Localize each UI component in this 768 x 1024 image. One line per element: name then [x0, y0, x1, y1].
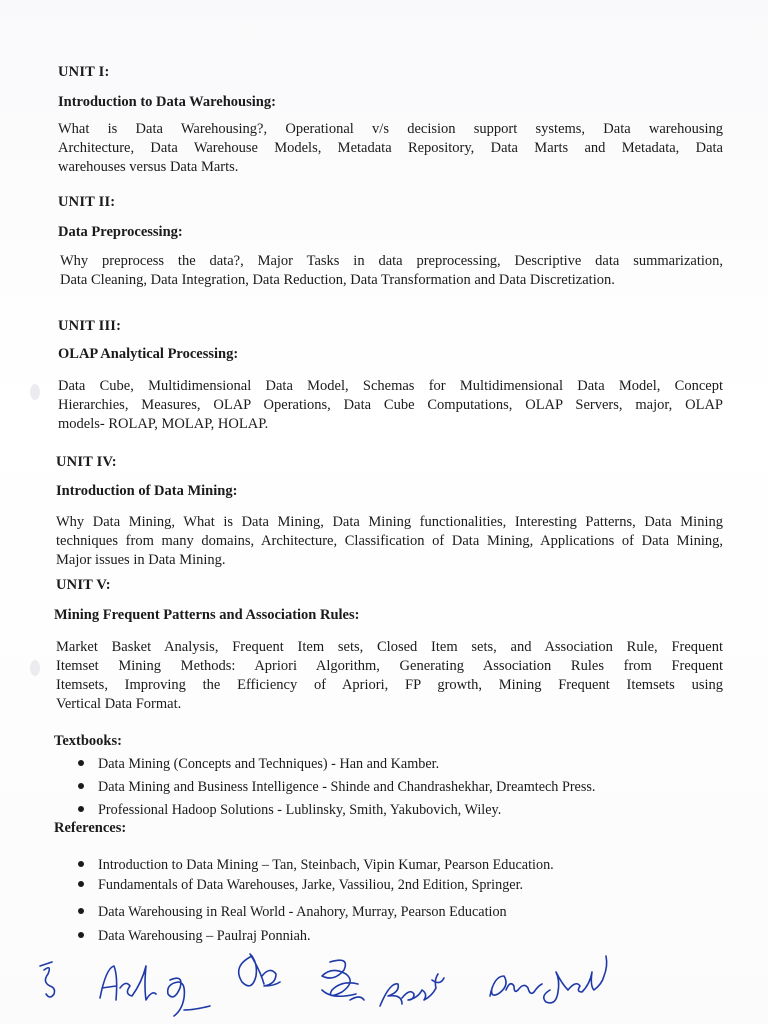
unit-3-line: Hierarchies, Measures, OLAP Operations, Data Cube Computations, OLAP Servers, major, OLAP	[58, 397, 723, 413]
unit-2-line: Data Cleaning, Data Integration, Data Reduction, Data Transformation and Data Discretization.	[60, 272, 615, 288]
unit-5-line: Itemset Mining Methods: Apriori Algorithm, Generating Association Rules from Frequent	[56, 658, 723, 674]
signature-mark	[239, 954, 280, 986]
list-item	[78, 904, 507, 921]
references-heading: References:	[54, 820, 127, 836]
unit-5-line: Itemsets, Improving the Efficiency of Apriori, FP growth, Mining Frequent Itemsets using	[56, 677, 723, 693]
punch-hole	[30, 660, 40, 676]
signature-mark	[544, 956, 607, 1003]
unit-1-title: Introduction to Data Warehousing:	[58, 94, 276, 110]
unit-5-title: Mining Frequent Patterns and Association Rules:	[54, 607, 360, 623]
list-item	[78, 802, 501, 819]
unit-4-title: Introduction of Data Mining:	[56, 483, 238, 499]
unit-1-line: Architecture, Data Warehouse Models, Metadata Repository, Data Marts and Metadata, Data	[58, 140, 723, 156]
list-item	[78, 779, 595, 796]
signature-mark	[490, 976, 542, 996]
reference-item: Introduction to Data Mining – Tan, Steinbach, Vipin Kumar, Pearson Education.	[98, 857, 554, 873]
unit-2-line: Why preprocess the data?, Major Tasks in data preprocessing, Descriptive data summarization,	[60, 253, 723, 269]
unit-1-body	[58, 120, 723, 177]
signature-mark	[40, 962, 55, 997]
unit-4-line: techniques from many domains, Architecture, Classification of Data Mining, Applications of Data Mining,	[56, 533, 723, 549]
unit-2-body	[60, 252, 723, 290]
unit-3-line: Data Cube, Multidimensional Data Model, Schemas for Multidimensional Data Model, Concept	[58, 378, 723, 394]
unit-4-body	[56, 513, 723, 570]
reference-item: Fundamentals of Data Warehouses, Jarke, Vassiliou, 2nd Edition, Springer.	[98, 877, 524, 893]
unit-5-body	[56, 638, 723, 714]
unit-3-line: models- ROLAP, MOLAP, HOLAP.	[58, 416, 269, 432]
bullet-icon	[78, 760, 84, 766]
signatures	[0, 940, 768, 1024]
unit-5-label: UNIT V:	[56, 577, 111, 593]
bullet-icon	[78, 908, 84, 914]
reference-item: Data Warehousing in Real World - Anahory, Murray, Pearson Education	[98, 904, 507, 920]
textbooks-heading: Textbooks:	[54, 733, 122, 749]
signature-mark	[380, 974, 444, 1006]
unit-3-body	[58, 377, 723, 434]
list-item	[78, 756, 439, 773]
unit-1-label: UNIT I:	[58, 64, 110, 80]
unit-5-line: Vertical Data Format.	[56, 696, 182, 712]
reference-item: Data Warehousing – Paulraj Ponniah.	[98, 928, 311, 944]
textbook-item: Data Mining and Business Intelligence - Shinde and Chandrashekhar, Dreamtech Press.	[98, 779, 596, 795]
unit-3-label: UNIT III:	[58, 318, 122, 334]
unit-1-line: warehouses versus Data Marts.	[58, 159, 239, 175]
unit-5-line: Market Basket Analysis, Frequent Item sets, Closed Item sets, and Association Rule, Frequent	[56, 639, 723, 655]
bullet-icon	[78, 783, 84, 789]
punch-hole	[30, 384, 40, 400]
bullet-icon	[78, 806, 84, 812]
bullet-icon	[78, 932, 84, 938]
unit-2-title: Data Preprocessing:	[58, 224, 183, 240]
list-item	[78, 877, 523, 894]
unit-4-label: UNIT IV:	[56, 454, 117, 470]
unit-3-title: OLAP Analytical Processing:	[58, 346, 239, 362]
bullet-icon	[78, 881, 84, 887]
signature-mark	[100, 966, 156, 1000]
unit-1-line: What is Data Warehousing?, Operational v/s decision support systems, Data warehousing	[58, 121, 723, 137]
unit-4-line: Major issues in Data Mining.	[56, 552, 226, 568]
list-item	[78, 857, 554, 874]
textbook-item: Data Mining (Concepts and Techniques) - Han and Kamber.	[98, 756, 440, 772]
unit-2-label: UNIT II:	[58, 194, 116, 210]
signature-mark	[322, 960, 364, 1000]
signature-mark	[168, 978, 210, 1016]
bullet-icon	[78, 861, 84, 867]
unit-4-line: Why Data Mining, What is Data Mining, Data Mining functionalities, Interesting Patterns, Data Mining	[56, 514, 723, 530]
textbook-item: Professional Hadoop Solutions - Lublinsky, Smith, Yakubovich, Wiley.	[98, 802, 502, 818]
